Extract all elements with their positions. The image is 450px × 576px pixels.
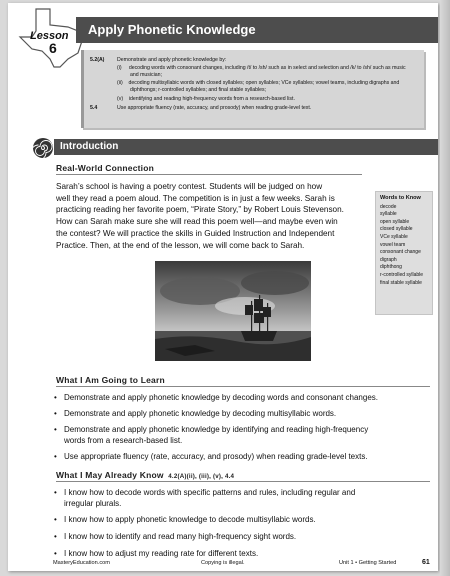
section-title: Introduction: [60, 141, 119, 152]
list-item-text: irregular plurals.: [64, 498, 122, 508]
vocab-word: digraph: [380, 256, 397, 263]
footer-unit: Unit 1 • Getting Started: [339, 560, 397, 566]
footer-site: MasteryEducation.com: [53, 560, 110, 566]
vocab-word: consonant change: [380, 249, 421, 256]
already-know-refs: 4.2(A)(ii), (iii), (v), 4.4: [168, 473, 235, 480]
bullet-dot: •: [54, 425, 57, 434]
paragraph-line: Practice. Then, at the end of the lesson, we will come back to Sarah.: [56, 240, 305, 250]
bullet-dot: •: [54, 393, 57, 402]
bullet-dot: •: [54, 515, 57, 524]
bullet-dot: •: [54, 452, 57, 461]
words-to-know-box: [375, 191, 433, 315]
standard-code: 5.2(A): [90, 57, 105, 63]
standard-text: Demonstrate and apply phonetic knowledge by:: [117, 57, 227, 63]
list-item-text: I know how to identify and read many high-frequency sight words.: [64, 532, 297, 541]
standard-text: (v) identifying and reading high-frequency words from a research-based list.: [117, 96, 295, 102]
vocab-word: diphthong: [380, 264, 402, 271]
standard-text: and musician;: [117, 72, 162, 78]
vocab-word: VCe syllable: [380, 233, 408, 240]
standard-code: 5.4: [90, 105, 98, 111]
paragraph-line: How can Sarah make sure she will read this poem well—and maybe even win: [56, 217, 338, 227]
already-know-heading: [56, 470, 234, 480]
list-item: [54, 452, 382, 463]
heading-rule: [56, 481, 430, 482]
list-item: [54, 488, 382, 510]
bullet-dot: •: [54, 409, 57, 418]
paragraph-line: Sarah’s school is having a poetry contest. Students will be judged on how: [56, 182, 323, 191]
heading-rule: [56, 386, 430, 387]
vocab-word: r-controlled syllable: [380, 271, 424, 278]
standards-box: [81, 50, 424, 128]
introduction-bar: [54, 139, 438, 155]
lesson-label: Lesson: [30, 30, 69, 42]
list-item: [54, 532, 382, 543]
paragraph-line: well they read a poem aloud. The competition is in just a few weeks. Sarah is: [56, 193, 335, 203]
bullet-dot: •: [54, 549, 57, 558]
list-item-text: Demonstrate and apply phonetic knowledge by decoding words and consonant changes.: [64, 393, 378, 402]
real-world-heading: Real-World Connection: [56, 163, 155, 173]
bullet-dot: •: [54, 488, 57, 497]
list-item: [54, 425, 382, 447]
page-number: 61: [422, 559, 430, 566]
list-item: [54, 549, 382, 560]
page-title: Apply Phonetic Knowledge: [88, 22, 256, 37]
vocab-word: decode: [380, 203, 397, 210]
heading-rule: [56, 174, 362, 175]
vocab-word: vowel team: [380, 241, 406, 248]
pirate-ship-photo: [155, 261, 311, 361]
vocab-word: closed syllable: [380, 226, 413, 233]
standard-text: (ii) decoding multisyllabic words with closed syllables; open syllables; VCe syllables; vowel teams, including digraphs and: [117, 80, 400, 86]
list-item-text: Demonstrate and apply phonetic knowledge by identifying and reading high-frequency: [64, 425, 369, 434]
standard-text: diphthongs; r-controlled syllables; and final stable syllables;: [117, 87, 267, 93]
list-item-text: Use appropriate fluency (rate, accuracy, and prosody) when reading grade-level texts.: [64, 452, 368, 461]
title-bar: [76, 17, 438, 43]
paragraph-line: practicing reading her favorite poem, “Pirate Story,” by Robert Louis Stevenson.: [56, 205, 344, 215]
learn-heading: What I Am Going to Learn: [56, 375, 165, 385]
standard-text: (i) decoding words with consonant changes, including /t/ to /sh/ such as in select and selection and /k/ to /sh/ such as music: [117, 65, 406, 71]
list-item: [54, 409, 382, 420]
spiral-icon: [32, 137, 54, 159]
list-item-text: words from a research-based list.: [64, 435, 183, 445]
list-item-text: I know how to apply phonetic knowledge to decode multisyllabic words.: [64, 515, 316, 524]
bullet-dot: •: [54, 532, 57, 541]
vocab-word: final stable syllable: [380, 279, 422, 286]
lesson-number: 6: [49, 40, 57, 56]
standard-text: Use appropriate fluency (rate, accuracy, and prosody) when reading grade-level text.: [117, 105, 312, 111]
page-edge-shadow: [440, 0, 450, 576]
footer-copyright: Copying is illegal.: [201, 560, 245, 566]
words-to-know-title: Words to Know: [380, 195, 421, 201]
list-item-text: I know how to decode words with specific patterns and rules, including regular and: [64, 488, 356, 497]
list-item: [54, 393, 382, 404]
vocab-word: syllable: [380, 211, 397, 218]
paragraph-line: the contest? We will practice the skills in Guided Instruction and Independent: [56, 228, 335, 238]
already-know-title: What I May Already Know: [56, 470, 164, 480]
list-item-text: I know how to adjust my reading rate for different texts.: [64, 549, 259, 558]
list-item: [54, 515, 382, 526]
real-world-paragraph: [56, 181, 344, 251]
workbook-page: [8, 3, 438, 571]
vocab-word: open syllable: [380, 218, 410, 225]
list-item-text: Demonstrate and apply phonetic knowledge by decoding multisyllabic words.: [64, 409, 337, 418]
